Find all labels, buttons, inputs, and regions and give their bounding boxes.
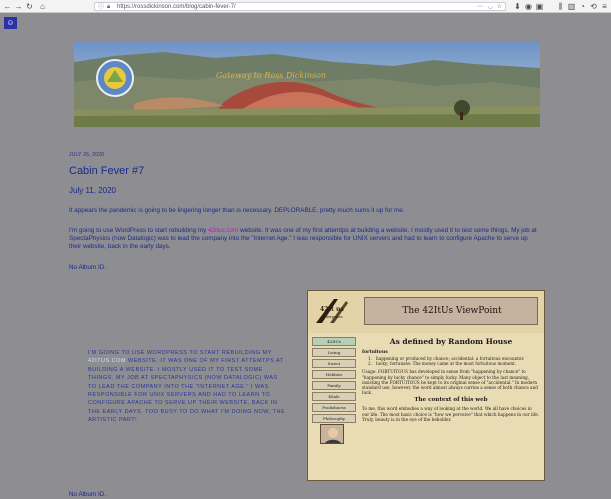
screenshot-content bbox=[362, 337, 540, 422]
screenshot-nav-hobbies: Hobbies bbox=[312, 370, 356, 379]
paragraph-text-end: website. It was one of my first attemtps at building a website. I mostly used it to test some things. My job at SpectaPhysics (now Datalogic) was to lead the company into the "Internet Age." I was responsible for UNIX servers and had to learn to configure Apache to serve up their website, back in the early days. bbox=[69, 227, 537, 250]
user-admin-icon[interactable]: ☺ bbox=[4, 17, 17, 29]
menu-icon[interactable]: ≡ bbox=[602, 2, 607, 11]
screenshot-banner bbox=[364, 297, 538, 325]
screenshot-nav-living: Living bbox=[312, 348, 356, 357]
page-actions-icon[interactable]: ⋯ bbox=[477, 4, 483, 10]
screenshot-definition-1: 1. happening or produced by chance; accidental: a fortuitous encounter. bbox=[368, 356, 525, 361]
paragraph-text-start: I'm going to use WordPress to start rebuilding my bbox=[69, 227, 208, 234]
address-bar[interactable] bbox=[94, 2, 506, 11]
paragraph-wordpress bbox=[69, 227, 539, 251]
bookmark-star-icon[interactable]: ☆ bbox=[496, 4, 502, 10]
screenshot-nav-family: Family bbox=[312, 381, 356, 390]
pocket-icon[interactable]: ◡ bbox=[487, 4, 493, 10]
account-icon[interactable]: ◔ bbox=[580, 2, 585, 11]
42itus-caps-link[interactable]: 42ITUS.COM bbox=[88, 358, 127, 365]
home-icon[interactable]: ⌂ bbox=[40, 2, 45, 11]
lock-icon[interactable]: 🔒︎ bbox=[107, 4, 111, 10]
screenshot-context: To me, this word embodies a way of looking at the world. We all have choices in our life. The most basic choice is "how we perceive" that which happens in our life. Truly, beauty is in the eye of the beholder. bbox=[362, 406, 540, 422]
no-album-notice: No Album ID. bbox=[69, 264, 107, 271]
42itus-link[interactable]: 42itus.com bbox=[207, 227, 239, 234]
screenshot-header bbox=[308, 291, 545, 333]
back-arrow-icon[interactable]: ← bbox=[3, 2, 12, 11]
screenshot-heading: As defined by Random House bbox=[389, 337, 513, 346]
screenshot-nav-philosophy: Philosophy bbox=[312, 414, 356, 423]
person-portrait-icon bbox=[321, 425, 344, 444]
no-album-notice-2: No Album ID. bbox=[69, 491, 107, 498]
reload-icon[interactable]: ↻ bbox=[26, 2, 33, 11]
paragraph-pandemic: It appears the pandemic is going to be lingering longer than is necessary. DEPLORABLE, pretty much sums it up for me. bbox=[69, 207, 405, 214]
screenshot-logo-subtext: Enterprises bbox=[322, 315, 343, 319]
landscape-image bbox=[74, 42, 540, 127]
browser-toolbar bbox=[0, 0, 611, 13]
definition-1-text: happening or produced by chance; accidental: a fortuitous encounter. bbox=[376, 356, 525, 361]
screenshot-nav-sweet: Sweet bbox=[312, 359, 356, 368]
url-text[interactable]: https://rossdickinson.com/blog/cabin-fever-7/ bbox=[117, 4, 236, 10]
sync-icon[interactable]: ⟲ bbox=[590, 2, 597, 11]
caps-text-end: WEBSITE. IT WAS ONE OF MY FIRST ATTEMTPS AT BUILDING A WEBSITE. I MOSTLY USED IT TO TEST SOME THINGS. MY JOB AT SPECTAPHYSICS (NOW DATALOGIC) WAS TO LEAD THE COMPANY INTO THE "INTERNET AGE." I WAS RESPONSIBLE FOR UNIX SERVERS AND HAD TO LEARN TO CONFIGURE APACHE TO SERVE UP THEIR WEBSITE, BACK IN THE EARLY DAYS. TOO BUSY TO DO WHAT I'M DOING NOW, THE ARTISTIC PART! bbox=[88, 358, 286, 424]
extension-icon[interactable]: ▣ bbox=[535, 2, 544, 11]
caps-text-start: I'M GOING TO USE WORDPRESS TO START REBUILDING MY bbox=[88, 350, 272, 356]
post-subdate: July 11, 2020 bbox=[69, 186, 116, 195]
caps-paragraph bbox=[88, 349, 288, 425]
screenshot-term: fortuitous bbox=[362, 350, 388, 355]
site-signature: Gateway to Ross Dickinson bbox=[216, 71, 327, 80]
definition-2-text: lucky; fortunate: The money came at the most fortuitous moment. bbox=[376, 361, 517, 367]
author-photo bbox=[320, 424, 344, 444]
42itus-screenshot bbox=[307, 290, 545, 481]
screenshot-nav-42itus: 42ItUs bbox=[312, 337, 356, 346]
screenshot-nav-foolishness: Foolishness bbox=[312, 403, 356, 412]
download-icon[interactable]: ⬇ bbox=[514, 2, 521, 11]
sidebar-icon[interactable]: ▥ bbox=[567, 2, 576, 11]
screenshot-heading-2: The context of this web bbox=[414, 397, 488, 404]
screenshot-usage: Usage. FORTUITOUS has developed in sense from "happening by chance" to "happening by lucky chance" to simply lucky. Many object to the last meaning, insisting the FORTUITOUS be kept to its original sense of "accidental." In modern standard use, however, the word almost always carries a sense of both chance and luck. bbox=[362, 369, 538, 396]
screenshot-banner-title: The 42ItUs ViewPoint bbox=[402, 306, 502, 316]
post-title: Cabin Fever #7 bbox=[69, 165, 145, 177]
screenshot-logo-text: 42It us bbox=[320, 306, 344, 313]
post-date[interactable]: JULY 26, 2020 bbox=[69, 152, 105, 158]
screenshot-nav bbox=[312, 337, 356, 425]
library-icon[interactable]: ⫼ bbox=[558, 2, 563, 11]
info-icon[interactable]: ⓘ bbox=[98, 4, 105, 10]
screenshot-nav-4sale: 4Sale bbox=[312, 392, 356, 401]
screenshot-definition-2: 2. lucky; fortunate: The money came at the most fortuitous moment. bbox=[368, 361, 517, 367]
adblock-icon[interactable]: ◉ bbox=[525, 2, 532, 11]
header-banner[interactable] bbox=[74, 42, 540, 127]
forward-arrow-icon[interactable]: → bbox=[14, 2, 23, 11]
